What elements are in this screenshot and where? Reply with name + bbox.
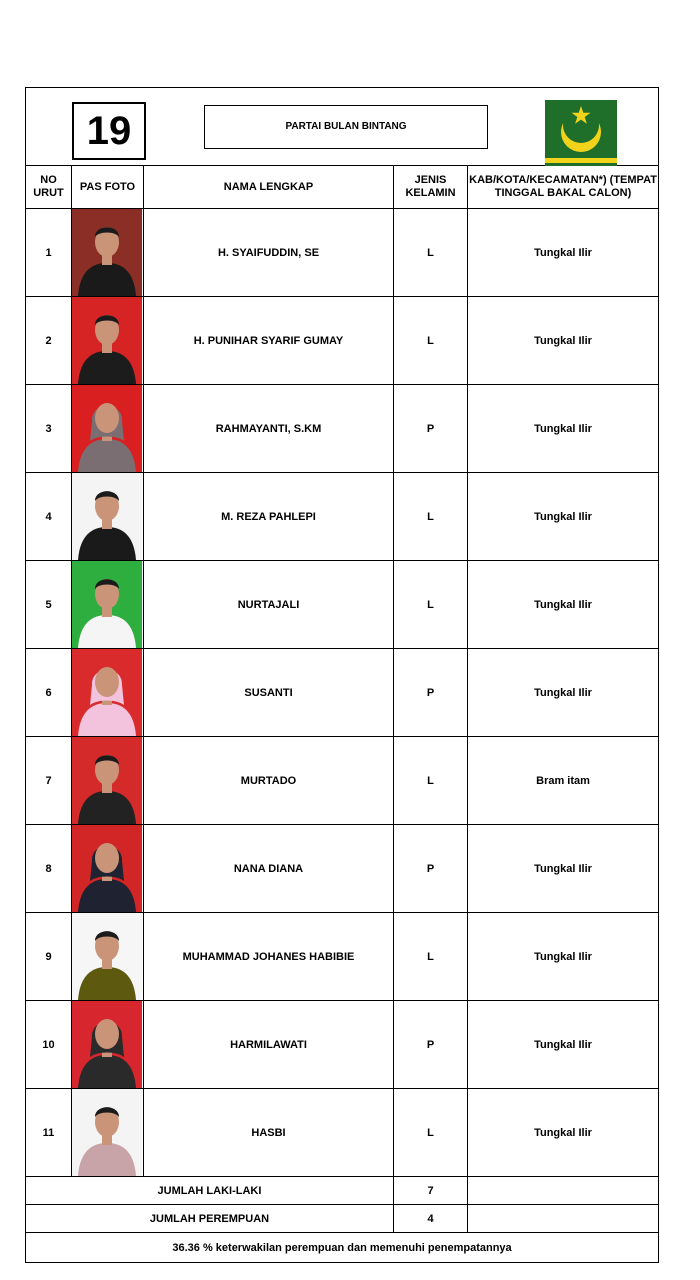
candidate-number: 5 <box>26 561 72 649</box>
candidate-number: 2 <box>26 297 72 385</box>
candidate-region: Tungkal Ilir <box>468 1001 659 1089</box>
col-header-no: NO URUT <box>26 166 72 209</box>
candidate-photo-cell <box>72 473 144 561</box>
candidate-photo <box>72 737 142 824</box>
candidate-row <box>26 913 659 1001</box>
candidate-photo <box>72 209 142 296</box>
candidate-name: M. REZA PAHLEPI <box>144 473 394 561</box>
candidate-gender: L <box>394 913 468 1001</box>
candidate-photo <box>72 297 142 384</box>
candidate-row <box>26 649 659 737</box>
candidate-row <box>26 737 659 825</box>
candidate-name: NURTAJALI <box>144 561 394 649</box>
candidate-region: Tungkal Ilir <box>468 385 659 473</box>
candidate-photo <box>72 649 142 736</box>
candidate-gender: L <box>394 561 468 649</box>
candidate-photo-cell <box>72 561 144 649</box>
female-total-count: 4 <box>394 1205 468 1233</box>
candidate-photo-cell <box>72 737 144 825</box>
candidate-region: Tungkal Ilir <box>468 913 659 1001</box>
party-number: 19 <box>72 102 146 160</box>
candidate-name: MURTADO <box>144 737 394 825</box>
candidate-row <box>26 561 659 649</box>
candidate-number: 7 <box>26 737 72 825</box>
candidate-row <box>26 297 659 385</box>
candidate-table <box>25 87 659 1263</box>
candidate-photo <box>72 825 142 912</box>
candidate-gender: P <box>394 649 468 737</box>
candidate-row <box>26 1089 659 1177</box>
male-total-row <box>26 1177 659 1205</box>
candidate-number: 1 <box>26 209 72 297</box>
candidate-gender: P <box>394 825 468 913</box>
male-total-empty <box>468 1177 659 1205</box>
representation-note <box>26 1233 659 1263</box>
candidate-photo <box>72 1001 142 1088</box>
party-header-row <box>26 88 659 166</box>
candidate-number: 3 <box>26 385 72 473</box>
candidate-gender: P <box>394 1001 468 1089</box>
candidate-gender: L <box>394 209 468 297</box>
candidate-photo <box>72 385 142 472</box>
candidate-number: 6 <box>26 649 72 737</box>
candidate-region: Tungkal Ilir <box>468 649 659 737</box>
party-header <box>26 88 659 166</box>
candidate-region: Tungkal Ilir <box>468 297 659 385</box>
candidate-photo-cell <box>72 385 144 473</box>
candidate-region: Tungkal Ilir <box>468 825 659 913</box>
candidate-region: Tungkal Ilir <box>468 1089 659 1177</box>
candidate-number: 10 <box>26 1001 72 1089</box>
col-header-region: KAB/KOTA/KECAMATAN*) (TEMPAT TINGGAL BAKAL CALON) <box>468 166 659 209</box>
candidate-photo-cell <box>72 297 144 385</box>
candidate-row <box>26 385 659 473</box>
candidate-photo-cell <box>72 1089 144 1177</box>
candidate-region: Tungkal Ilir <box>468 209 659 297</box>
female-total-row <box>26 1205 659 1233</box>
candidate-photo-cell <box>72 825 144 913</box>
candidate-name: H. PUNIHAR SYARIF GUMAY <box>144 297 394 385</box>
candidate-region: Tungkal Ilir <box>468 473 659 561</box>
party-name: PARTAI BULAN BINTANG <box>204 105 488 149</box>
candidate-row <box>26 473 659 561</box>
candidate-photo-cell <box>72 649 144 737</box>
candidate-photo-cell <box>72 1001 144 1089</box>
female-total-label: JUMLAH PEREMPUAN <box>26 1205 394 1233</box>
col-header-name: NAMA LENGKAP <box>144 166 394 209</box>
candidate-gender: L <box>394 1089 468 1177</box>
candidate-row <box>26 825 659 913</box>
candidate-row <box>26 1001 659 1089</box>
candidate-photo <box>72 1089 142 1176</box>
candidate-photo-cell <box>72 209 144 297</box>
candidate-number: 8 <box>26 825 72 913</box>
candidate-name: SUSANTI <box>144 649 394 737</box>
candidate-gender: L <box>394 297 468 385</box>
candidate-region: Bram itam <box>468 737 659 825</box>
candidate-photo <box>72 473 142 560</box>
candidate-name: NANA DIANA <box>144 825 394 913</box>
candidate-name: HARMILAWATI <box>144 1001 394 1089</box>
column-header-row <box>26 166 659 209</box>
candidate-photo-cell <box>72 913 144 1001</box>
candidate-name: HASBI <box>144 1089 394 1177</box>
crescent-star-icon <box>545 100 617 166</box>
male-total-count: 7 <box>394 1177 468 1205</box>
candidate-gender: P <box>394 385 468 473</box>
candidate-name: RAHMAYANTI, S.KM <box>144 385 394 473</box>
representation-note-text: 36.36 % keterwakilan perempuan dan memenuhi penempatannya <box>172 1241 512 1254</box>
candidate-gender: L <box>394 737 468 825</box>
candidate-name: H. SYAIFUDDIN, SE <box>144 209 394 297</box>
col-header-gender: JENIS KELAMIN <box>394 166 468 209</box>
candidate-rows <box>26 209 659 1177</box>
candidate-sheet <box>25 87 658 1263</box>
candidate-number: 9 <box>26 913 72 1001</box>
male-total-label: JUMLAH LAKI-LAKI <box>26 1177 394 1205</box>
candidate-region: Tungkal Ilir <box>468 561 659 649</box>
candidate-photo <box>72 561 142 648</box>
candidate-photo <box>72 913 142 1000</box>
candidate-row <box>26 209 659 297</box>
representation-note-row <box>26 1233 659 1263</box>
candidate-name: MUHAMMAD JOHANES HABIBIE <box>144 913 394 1001</box>
candidate-number: 4 <box>26 473 72 561</box>
col-header-photo: PAS FOTO <box>72 166 144 209</box>
candidate-gender: L <box>394 473 468 561</box>
candidate-number: 11 <box>26 1089 72 1177</box>
female-total-empty <box>468 1205 659 1233</box>
